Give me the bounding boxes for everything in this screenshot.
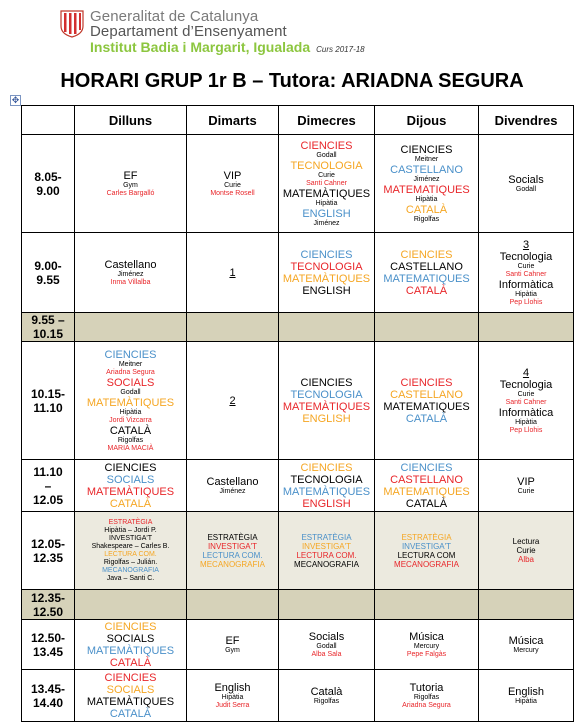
subject-label: MATEMATIQUES [383,485,470,498]
subject-label: TECNOLOGIA [290,260,363,273]
time-slot: 12.35- 12.50 [22,590,75,620]
cell-detail: ESTRATÈGIA [207,532,258,542]
break-cell [479,313,574,342]
time-slot: 8.05- 9.00 [22,135,75,233]
subject-label: MATEMATIQUES [383,272,470,285]
class-cell [187,342,279,460]
cell-detail: Hipàtia [415,195,438,203]
subject-label: ENGLISH [302,497,351,510]
subject-label: VIP [517,475,535,488]
cell-detail: Rigolfas – Julián. [103,558,158,566]
subject-label: CIENCIES [104,620,157,633]
subject-label: MATEMATIQUES [383,183,470,196]
cell-detail: MECANOGRAFIA [394,559,459,569]
subject-label: CATALÀ [405,203,448,216]
time-slot: 9.00- 9.55 [22,233,75,313]
class-cell [187,233,279,313]
time-slot: 9.55 – 10.15 [22,313,75,342]
subject-label: MATEMÀTIQUES [282,187,371,200]
break-cell [375,313,479,342]
cell-detail: MECANOGRAFIA [294,559,359,569]
timetable-row [22,233,574,313]
school-name: Institut Badia i Margarit, Igualada Curs 2017-18 [90,39,365,55]
cell-detail: Mercury [513,646,539,654]
break-cell [75,313,187,342]
subject-label: CASTELLANO [390,473,463,486]
day-header: Dilluns [75,106,187,135]
time-header [22,106,75,135]
cell-detail: Hipàtia [515,697,537,705]
department-name: Departament d’Ensenyament [90,23,287,40]
cell-detail: Godall [316,151,337,159]
subject-label: Música [409,630,444,643]
class-cell [375,135,479,233]
subject-label: Socials [308,630,345,643]
subject-label: CATALÀ [405,412,448,425]
class-cell [375,233,479,313]
table-move-handle-icon[interactable]: ✥ [11,95,20,105]
cell-detail: ESTRATÈGIA [108,518,153,526]
class-cell [375,460,479,512]
subject-label: CASTELLANO [390,260,463,273]
subject-label: English [214,681,251,694]
subject-label: SOCIALS [106,683,155,696]
cell-detail: Hipàtia – Jordi P. [104,526,157,534]
day-header: Dijous [375,106,479,135]
timetable-row [22,620,574,670]
cell-detail: INVESTIGA'T [401,541,452,551]
cell-detail: Hipàtia [515,290,537,298]
subject-label: CIENCIES [400,461,453,474]
cell-detail: Hipàtia [515,418,537,426]
subject-label: English [507,685,545,698]
subject-label: Socials [508,173,544,186]
cell-detail: Ariadna Segura [106,368,155,376]
class-cell [279,233,375,313]
cell-detail: Godall [515,185,537,193]
cell-detail: Jordi Vizcarra [109,416,152,424]
cell-detail: Rigolfas [413,215,440,223]
cell-detail: Mercury [413,642,440,650]
subject-label: Tecnologia [499,250,553,263]
break-cell [187,590,279,620]
subject-label: Castellano [104,258,157,271]
subject-label: TECNOLOGIA [290,473,363,486]
subject-label: CIENCIES [300,461,353,474]
time-slot: 11.10 – 12.05 [22,460,75,512]
subject-label: MATEMÀTIQUES [86,644,175,657]
subject-label: MATEMÀTIQUES [86,396,175,409]
cell-detail: MARIA MACIÀ [107,444,154,452]
group-number: 1 [229,266,236,279]
cell-detail: MECANOGRAFIA [102,566,159,574]
cell-detail: INVESTIGA'T [109,534,152,542]
course-year: Curs 2017-18 [316,45,365,54]
class-cell [479,135,574,233]
cell-detail: LECTURA COM. [296,550,357,560]
cell-detail: Curie [318,171,335,179]
subject-label: TECNOLOGIA [290,388,363,401]
class-cell [479,620,574,670]
timetable-row [22,460,574,512]
class-cell [479,670,574,722]
class-cell [75,512,187,590]
subject-label: ENGLISH [302,412,351,425]
cell-detail: Pepe Falgàs [406,650,447,658]
subject-label: TECNOLOGIA [290,159,363,172]
cell-detail: Pep Llohis [509,426,543,434]
subject-label: Tutoria [409,681,444,694]
cell-detail: Curie [517,487,535,495]
subject-label: CATALÀ [405,284,448,297]
day-header: Divendres [479,106,574,135]
cell-detail: LECTURA COM [397,550,456,560]
cell-detail: Alba [517,555,534,564]
cell-detail: Gym [123,181,138,189]
cell-detail: Curie [224,181,241,189]
break-cell [479,590,574,620]
subject-label: MATEMÀTIQUES [86,485,175,498]
subject-label: CIENCIES [104,461,157,474]
cell-detail: Meitner [414,155,439,163]
cell-detail: Carles Bargalló [106,189,155,197]
subject-label: CIENCIES [400,248,453,261]
class-cell [479,460,574,512]
subject-label: VIP [223,169,242,182]
timetable [21,105,574,722]
cell-detail: Gym [225,646,240,654]
subject-label: CIENCIES [104,671,157,684]
cell-detail: Curie [517,390,535,398]
subject-label: CATALÀ [109,497,152,510]
subject-label: MATEMÀTIQUES [282,485,371,498]
subject-label: Català [310,685,343,698]
subject-label: SOCIALS [106,376,155,389]
cell-detail: Rigolfas [413,693,440,701]
cell-detail: Inma Villalba [110,278,151,286]
group-number: 4 [522,366,530,379]
cell-detail: Shakespeare – Carles B. [91,542,170,550]
cell-detail: Santi Cahner [505,270,547,278]
page-title: HORARI GRUP 1r B – Tutora: ARIADNA SEGURA [60,70,524,92]
class-cell [75,233,187,313]
subject-label: CIENCIES [300,248,353,261]
subject-label: MATEMATIQUES [383,400,470,413]
subject-label: CIENCIES [400,143,453,156]
subject-label: CASTELLANO [390,163,463,176]
timetable-header-row [22,106,574,135]
break-cell [187,313,279,342]
timetable-row [22,135,574,233]
subject-label: CIENCIES [300,376,353,389]
cell-detail: Godall [120,388,141,396]
class-cell [375,342,479,460]
subject-label: CATALÀ [405,497,448,510]
subject-label: Informàtica [498,278,554,291]
class-cell [187,135,279,233]
generalitat-logo [60,10,84,38]
subject-label: Música [508,634,544,647]
class-cell [479,342,574,460]
cell-detail: Rigolfas [313,697,340,705]
subject-label: MATEMÀTIQUES [282,272,371,285]
subject-label: ENGLISH [302,207,351,220]
subject-label: SOCIALS [106,632,155,645]
cell-detail: Rigolfas [117,436,144,444]
timetable-row [22,512,574,590]
cell-detail: Lectura [512,537,540,546]
subject-label: EF [225,634,240,647]
cell-detail: Jiménez [313,219,340,227]
cell-detail: Java – Santi C. [106,574,155,582]
cell-detail: Montse Rosell [210,189,255,197]
cell-detail: Hipàtia [221,693,244,701]
class-cell [479,512,574,590]
cell-detail: LECTURA COM. [104,550,157,558]
class-cell [279,670,375,722]
class-cell [279,620,375,670]
group-number: 3 [522,238,530,251]
subject-label: ENGLISH [302,284,351,297]
day-header: Dimarts [187,106,279,135]
cell-detail: Curie [517,262,535,270]
class-cell [479,233,574,313]
subject-label: CATALÀ [109,707,152,720]
class-cell [75,135,187,233]
subject-label: CIENCIES [400,376,453,389]
cell-detail: Hipàtia [119,408,142,416]
time-slot: 13.45- 14.40 [22,670,75,722]
cell-detail: Santi Cahner [505,398,547,406]
class-cell [375,620,479,670]
class-cell [279,512,375,590]
break-cell [375,590,479,620]
break-cell [75,590,187,620]
timetable-row [22,670,574,722]
cell-detail: ESTRATÈGIA [401,532,452,542]
subject-label: Tecnologia [499,378,553,391]
break-row [22,590,574,620]
class-cell [75,460,187,512]
class-cell [375,670,479,722]
cell-detail: Hipàtia [315,199,338,207]
break-cell [279,590,375,620]
class-cell [75,342,187,460]
subject-label: MATEMÀTIQUES [86,695,175,708]
cell-detail: Ariadna Segura [402,701,451,709]
subject-label: CATALÀ [109,656,152,669]
time-slot: 12.50- 13.45 [22,620,75,670]
class-cell [375,512,479,590]
subject-label: SOCIALS [106,473,155,486]
timetable-row [22,342,574,460]
class-cell [75,670,187,722]
cell-detail: MECANOGRAFIA [200,559,265,569]
class-cell [75,620,187,670]
break-cell [279,313,375,342]
cell-detail: INVESTIGA'T [301,541,352,551]
cell-detail: Judit Serra [215,701,250,709]
class-cell [187,670,279,722]
cell-detail: Pep Llohis [509,298,543,306]
time-slot: 12.05- 12.35 [22,512,75,590]
class-cell [187,460,279,512]
cell-detail: Santi Cahner [306,179,347,187]
org-name: Generalitat de Catalunya [90,8,259,25]
subject-label: Informàtica [498,406,554,419]
cell-detail: Godall [316,642,337,650]
day-header: Dimecres [279,106,375,135]
subject-label: CASTELLANO [390,388,463,401]
cell-detail: Alba Sala [311,650,342,658]
break-row [22,313,574,342]
group-number: 2 [229,394,236,407]
subject-label: Castellano [206,475,259,488]
class-cell [187,620,279,670]
cell-detail: Meitner [118,360,143,368]
cell-detail: Jiménez [117,270,144,278]
subject-label: EF [123,169,138,182]
cell-detail: LECTURA COM. [202,550,263,560]
subject-label: CIENCIES [104,348,157,361]
cell-detail: ESTRATÈGIA [301,532,352,542]
school-header [60,8,380,58]
time-slot: 10.15- 11.10 [22,342,75,460]
subject-label: CATALÀ [109,424,152,437]
subject-label: CIENCIES [300,139,353,152]
class-cell [279,460,375,512]
class-cell [279,135,375,233]
cell-detail: Curie [516,546,536,555]
class-cell [187,512,279,590]
cell-detail: INVESTIGA'T [207,541,258,551]
cell-detail: Jiménez [219,487,246,495]
cell-detail: Jiménez [413,175,440,183]
class-cell [279,342,375,460]
subject-label: MATEMÀTIQUES [282,400,371,413]
